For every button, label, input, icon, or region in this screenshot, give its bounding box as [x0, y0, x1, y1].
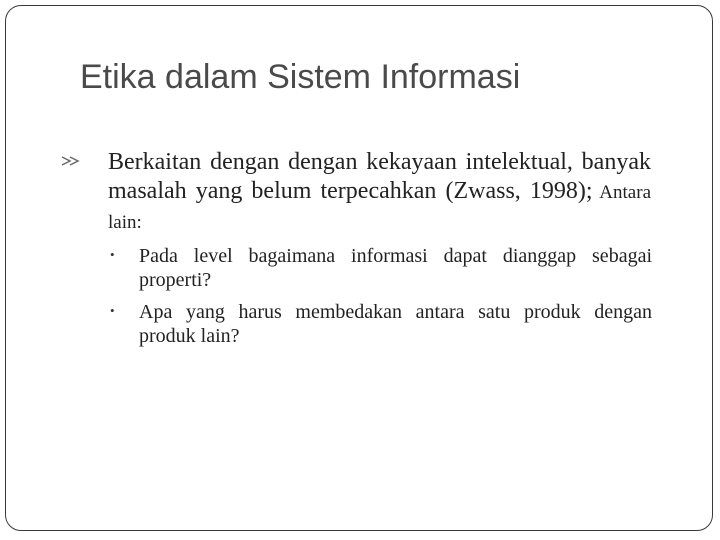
sub-point-text: Apa yang harus membedakan antara satu produk dengan produk lain? [139, 301, 652, 347]
slide-title: Etika dalam Sistem Informasi [80, 58, 521, 96]
sub-point-text: Pada level bagaimana informasi dapat dianggap sebagai properti? [139, 245, 652, 291]
main-point-text [108, 148, 651, 237]
main-point-text-small: Antara lain: [108, 182, 651, 233]
bullet-icon: • [110, 303, 115, 318]
bullet-icon: • [110, 247, 115, 262]
double-chevron-icon [60, 155, 94, 167]
main-point-text-large: Berkaitan dengan dengan kekayaan intelektual, banyak masalah yang belum terpecahkan (Zwass, 1998); [108, 149, 651, 204]
